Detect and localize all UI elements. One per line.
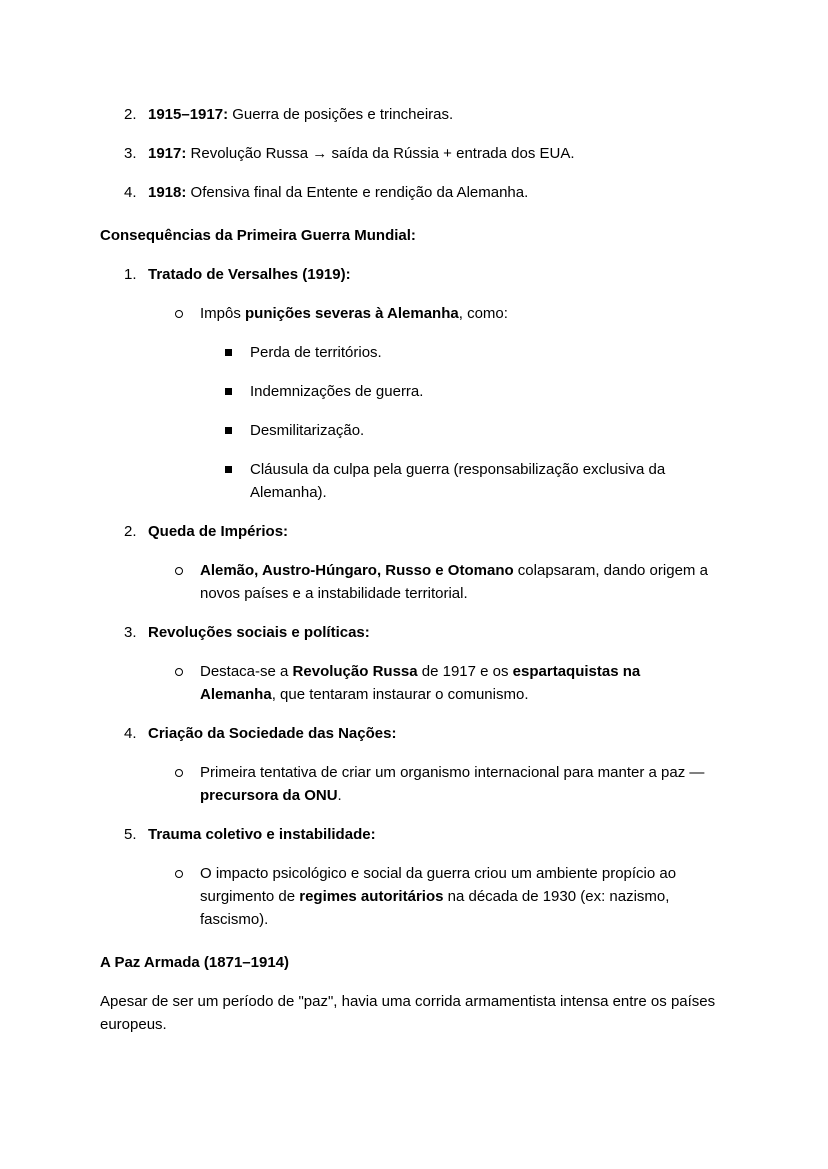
- list-number: 3.: [124, 145, 137, 162]
- list-item-1917: [100, 142, 740, 165]
- circle-bullet-icon: [175, 870, 183, 878]
- bullet-text: Destaca-se a Revolução Russa de 1917 e os espartaquistas na Alemanha, que tentaram instaurar o comunismo.: [200, 663, 641, 703]
- list-number: 1.: [124, 266, 137, 283]
- list-number: 3.: [124, 624, 137, 641]
- bullet-text: Primeira tentativa de criar um organismo internacional para manter a paz — precursora da ONU.: [200, 764, 705, 804]
- list-item-text: 1915–1917: Guerra de posições e trincheiras.: [148, 106, 454, 123]
- square-bullet-icon: [225, 427, 232, 434]
- bullet-precursora-onu: [100, 761, 740, 807]
- list-item-text: Revoluções sociais e políticas:: [148, 624, 370, 641]
- square-bullet-icon: [225, 388, 232, 395]
- circle-bullet-icon: [175, 567, 183, 575]
- list-item-text: Trauma coletivo e instabilidade:: [148, 826, 376, 843]
- bullet-text: Impôs punições severas à Alemanha, como:: [200, 305, 508, 322]
- list-number: 2.: [124, 106, 137, 123]
- bullet-text: O impacto psicológico e social da guerra criou um ambiente propício ao surgimento de regimes autoritários na década de 1930 (ex: nazismo, fascismo).: [200, 865, 677, 928]
- list-item-text: 1917: Revolução Russa → saída da Rússia + entrada dos EUA.: [148, 145, 575, 162]
- list-number: 5.: [124, 826, 137, 843]
- list-item-text: 1918: Ofensiva final da Entente e rendição da Alemanha.: [148, 184, 529, 201]
- list-number: 2.: [124, 523, 137, 540]
- list-number: 4.: [124, 184, 137, 201]
- list-number: 4.: [124, 725, 137, 742]
- circle-bullet-icon: [175, 668, 183, 676]
- list-item-sociedade-nacoes: [100, 722, 740, 745]
- square-bullet-icon: [225, 349, 232, 356]
- bullet-text: Desmilitarização.: [250, 422, 365, 439]
- list-item-trauma-coletivo: [100, 823, 740, 846]
- bullet-revolucao-russa: [100, 660, 740, 706]
- bullet-clausula-culpa: [100, 458, 740, 504]
- heading-paz-armada: A Paz Armada (1871–1914): [100, 954, 289, 971]
- heading-consequencias: Consequências da Primeira Guerra Mundial:: [100, 227, 416, 244]
- paragraph-paz-armada: Apesar de ser um período de "paz", havia uma corrida armamentista intensa entre os países europeus.: [100, 993, 716, 1033]
- bullet-desmilitarizacao: [100, 419, 740, 442]
- bullet-text: Cláusula da culpa pela guerra (responsabilização exclusiva da Alemanha).: [250, 461, 666, 501]
- bullet-indemnizacoes: [100, 380, 740, 403]
- list-item-text: Tratado de Versalhes (1919):: [148, 266, 351, 283]
- bullet-text: Alemão, Austro-Húngaro, Russo e Otomano colapsaram, dando origem a novos países e a instabilidade territorial.: [200, 562, 708, 602]
- circle-bullet-icon: [175, 769, 183, 777]
- list-item-1915-1917: [100, 103, 740, 126]
- list-item-tratado-versalhes: [100, 263, 740, 286]
- bullet-regimes-autoritarios: [100, 862, 740, 931]
- document-body: [100, 103, 740, 1052]
- list-item-revolucoes-sociais: [100, 621, 740, 644]
- bullet-perda-territorios: [100, 341, 740, 364]
- bullet-text: Indemnizações de guerra.: [250, 383, 424, 400]
- bullet-punicoes-severas: [100, 302, 740, 325]
- circle-bullet-icon: [175, 310, 183, 318]
- list-item-text: Criação da Sociedade das Nações:: [148, 725, 397, 742]
- bullet-text: Perda de territórios.: [250, 344, 382, 361]
- list-item-text: Queda de Impérios:: [148, 523, 289, 540]
- square-bullet-icon: [225, 466, 232, 473]
- list-item-queda-imperios: [100, 520, 740, 543]
- bullet-imperios-colapsaram: [100, 559, 740, 605]
- list-item-1918: [100, 181, 740, 204]
